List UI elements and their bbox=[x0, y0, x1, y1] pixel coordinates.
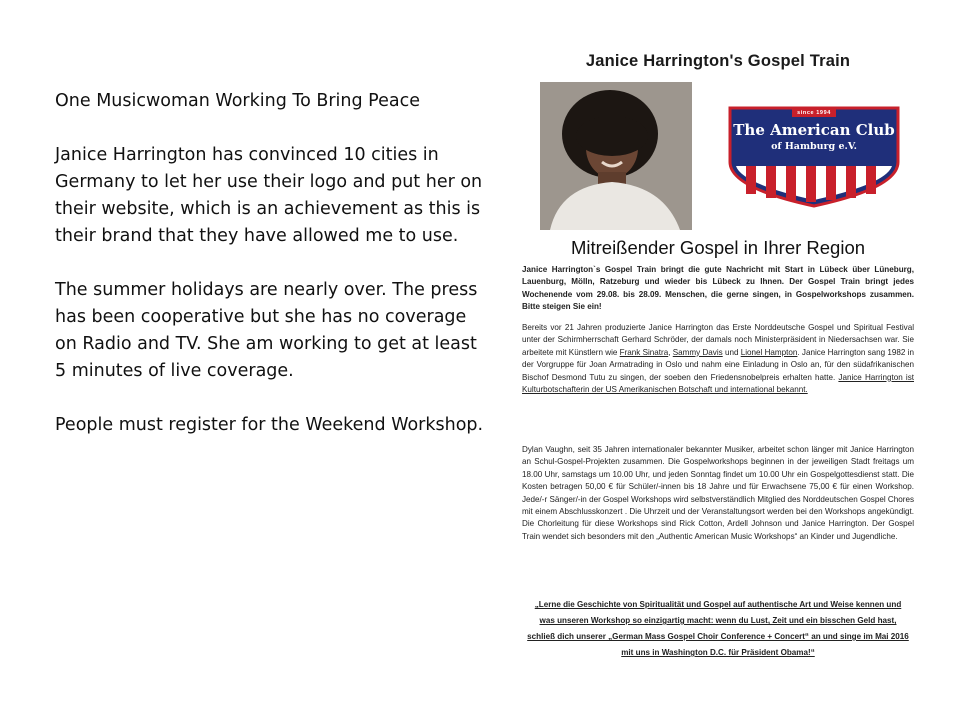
slide-paragraph-press: The summer holidays are nearly over. The press has been cooperative but she has no coverage on Radio and TV. She am working to get at least 5 minutes of live coverage. bbox=[55, 280, 478, 381]
flyer-quote: „Lerne die Geschichte von Spiritualität und Gospel auf authentische Art und Weise kennen und was unseren Workshop so einzigartig macht: wenn du Lust, Zeit und ein bisschen Geld hast, schließ dich unserer „German Mass Gospel Choir Conference + Concert“ an und singe im Mai 2016 mit uns in Washington D.C. für Präsident Obama!“ bbox=[527, 600, 909, 657]
american-club-logo bbox=[726, 104, 902, 208]
gospel-train-flyer bbox=[512, 40, 924, 680]
club-since-label: since 1994 bbox=[797, 110, 831, 116]
slide-text-block bbox=[55, 88, 485, 466]
history-separator: , bbox=[668, 347, 673, 357]
slide-heading: One Musicwoman Working To Bring Peace bbox=[55, 91, 420, 111]
history-text-a: Bereits vor 21 Jahren produzierte Janice Harrington das Erste Norddeutsche Gospel und Spiritual Festival unter der Schirmherrschaft Gerhard Schröder, der damals noch Ministerpräsident in Niedersachsen war. Sie arbeitete mit Künstlern wie bbox=[522, 323, 914, 357]
slide-paragraph-register: People must register for the Weekend Workshop. bbox=[55, 415, 484, 435]
shield-flag-icon bbox=[726, 104, 902, 208]
history-separator: und bbox=[722, 347, 741, 357]
flyer-history-paragraph bbox=[522, 322, 914, 396]
ambassador-note: Janice Harrington ist Kulturbotschafterin der US Amerikanischen Botschaft und international bekannt. bbox=[522, 372, 915, 395]
singer-photo bbox=[540, 82, 692, 230]
flyer-subtitle: Mitreißender Gospel in Ihrer Region bbox=[570, 237, 866, 258]
artist-link-sinatra: Frank Sinatra bbox=[619, 347, 669, 357]
history-text-b: . Janice Harrington sang 1982 in der Vorgruppe für Joan Armatrading in Oslo und nahm eine Einladung in Oslo an, für den südafrikanischen Bischof Desmond Tutu zu singen, der soeben den Friedensnobelpreis erhalten hatte. bbox=[522, 347, 914, 382]
singer-portrait-icon bbox=[540, 82, 692, 230]
club-location: of Hamburg e.V. bbox=[771, 141, 857, 152]
slide-paragraph-cities: Janice Harrington has convinced 10 cities in Germany to let her use their logo and put her on their website, which is an achievement as this is their brand that they have allowed me to use. bbox=[55, 145, 483, 246]
flyer-intro-paragraph: Janice Harrington`s Gospel Train bringt die gute Nachricht mit Start in Lübeck über Lüneburg, Lauenburg, Mölln, Ratzeburg und wieder bis Lübeck zu Ihnen. Der Gospel Train bringt jedes Wochenende vom 29.08. bis 28.09. Menschen, die gerne singen, in Gospelworkshops zusammen. Bitte steigen Sie ein! bbox=[522, 265, 914, 312]
flyer-workshop-paragraph: Dylan Vaughn, seit 35 Jahren internationaler bekannter Musiker, arbeitet schon länger mit Janice Harrington an Schul-Gospel-Projekten zusammen. Die Gospelworkshops beginnen in der jeweiligen Stadt freitags um 18.00 Uhr, samstags um 10.00 Uhr, und jeden Sonntag findet um 10.00 Uhr ein Gospelgottesdienst statt. Die Kosten betragen 50,00 € für Schüler/-innen bis 18 Jahre und für Erwachsene 75,00 € für einen Workshop. Jede/-r Sänger/-in der Gospel Workshops wird selbstverständlich Mitglied des Norddeutschen Gospel Chores mit einem Abschlusskonzert . Die Uhrzeit und der Veranstaltungsort werden bei den Workshops angekündigt. Die Chorleitung für diese Workshops sind Rick Cotton, Ardell Johnson und Janice Harrington. Der Gospel Train wendet sich besonders mit den „Authentic American Music Workshops“ an Kinder und Jugendliche. bbox=[522, 445, 914, 541]
flyer-title: Janice Harrington's Gospel Train bbox=[585, 52, 851, 70]
artist-link-davis: Sammy Davis bbox=[672, 347, 723, 357]
club-name: The American Club bbox=[733, 121, 895, 139]
artist-link-hampton: Lionel Hampton bbox=[740, 347, 798, 357]
